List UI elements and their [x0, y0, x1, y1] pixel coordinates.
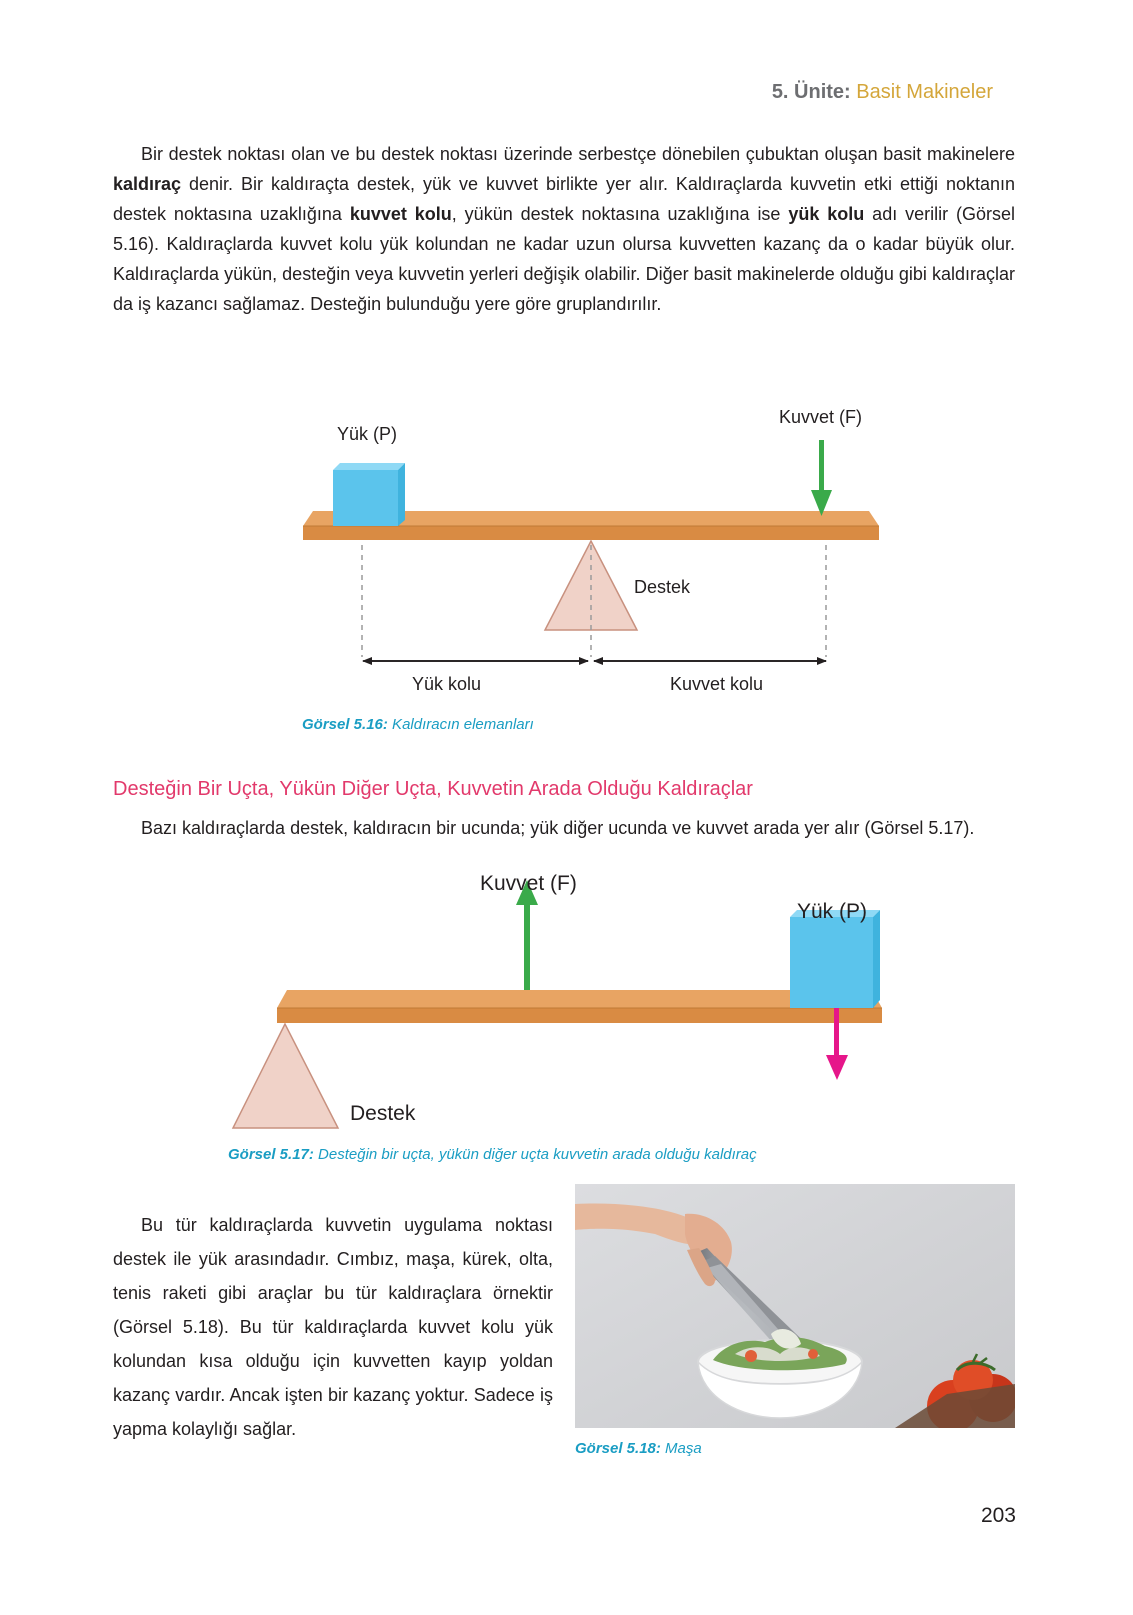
body-paragraph-text: Bu tür kaldıraçlarda kuvvetin uygulama noktası destek ile yük arasındadır. Cımbız, maşa, kürek, olta, tenis raketi gibi araçlar bu tür kaldıraçlara örnektir (Görsel 5.18). Bu tür kaldıraçlarda kuvvet kolu yük kolundan kısa olduğu için kuvvetten kayıp yoldan kazanç vardır. Ancak işten bir kazanç yoktur. Sadece iş yapma kolaylığı sağlar. — [113, 1215, 553, 1439]
figure2-caption-text: Desteğin bir uçta, yükün diğer uçta kuvvetin arada olduğu kaldıraç — [313, 1146, 757, 1163]
force-arrow-up — [516, 880, 538, 990]
unit-number: 5. Ünite: — [771, 81, 851, 103]
fig1-load-label: Yük (P) — [337, 424, 398, 444]
fulcrum-triangle-2 — [233, 1024, 338, 1128]
figure2-caption — [228, 1146, 757, 1163]
lever-elements-diagram — [0, 0, 1133, 760]
term-kuvvet-kolu: kuvvet kolu — [349, 204, 452, 224]
fig2-fulcrum-label: Destek — [350, 1102, 416, 1125]
intro-text-2: denir. Bir kaldıraçta destek, yük ve kuvvet birlikte yer alır. Kaldıraçlarda kuvvetin etki ettiği noktanın destek noktasına uzaklığına — [113, 174, 1015, 224]
intro-text-4: adı verilir (Görsel 5.16). Kaldıraçlarda kuvvet kolu yük kolundan ne kadar uzun olursa kuvvetten kazanç da o kadar büyük olur. Kaldıraçlarda yükün, desteğin veya kuvvetin yerleri değişik olabilir. Diğer basit makinelerde olduğu gibi kaldıraçlar da iş kazancı sağlamaz. Desteğin bulunduğu yere göre gruplandırılır. — [113, 204, 1015, 314]
fig1-load-arm-label: Yük kolu — [412, 674, 482, 694]
fig2-force-label: Kuvvet (F) — [480, 872, 577, 895]
third-class-lever-diagram — [0, 860, 1133, 1150]
term-kaldirac: kaldıraç — [113, 174, 182, 194]
fig2-load-label: Yük (P) — [797, 900, 868, 923]
page-number: 203 — [980, 1504, 1016, 1527]
load-box — [333, 463, 405, 526]
load-box-2 — [790, 910, 880, 1008]
figure1-caption — [302, 716, 534, 733]
term-yuk-kolu: yük kolu — [788, 204, 865, 224]
intro-text-1: Bir destek noktası olan ve bu destek noktası üzerinde serbestçe dönebilen çubuktan oluşan basit makinelere — [141, 144, 1015, 164]
unit-topic: Basit Makineler — [856, 81, 993, 103]
fig1-force-label: Kuvvet (F) — [779, 407, 863, 427]
figure1-caption-text: Kaldıracın elemanları — [387, 716, 534, 733]
tongs-photo — [575, 1184, 1015, 1428]
body-paragraph — [113, 1208, 553, 1446]
section-title: Desteğin Bir Uçta, Yükün Diğer Uçta, Kuvvetin Arada Olduğu Kaldıraçlar — [113, 778, 753, 800]
section-intro: Bazı kaldıraçlarda destek, kaldıracın bir ucunda; yük diğer ucunda ve kuvvet arada yer alır (Görsel 5.17). — [141, 818, 975, 838]
figure2-caption-ref: Görsel 5.17: — [228, 1146, 314, 1163]
fig1-force-arm-label: Kuvvet kolu — [670, 674, 764, 694]
figure3-caption-ref: Görsel 5.18: — [575, 1440, 661, 1457]
figure1-caption-ref: Görsel 5.16: — [302, 716, 388, 733]
force-arrow — [811, 440, 832, 516]
figure3-caption-text: Maşa — [660, 1440, 702, 1457]
intro-text-3: , yükün destek noktasına uzaklığına ise — [451, 204, 789, 224]
figure3-caption — [575, 1440, 702, 1457]
fig1-fulcrum-label: Destek — [634, 577, 691, 597]
